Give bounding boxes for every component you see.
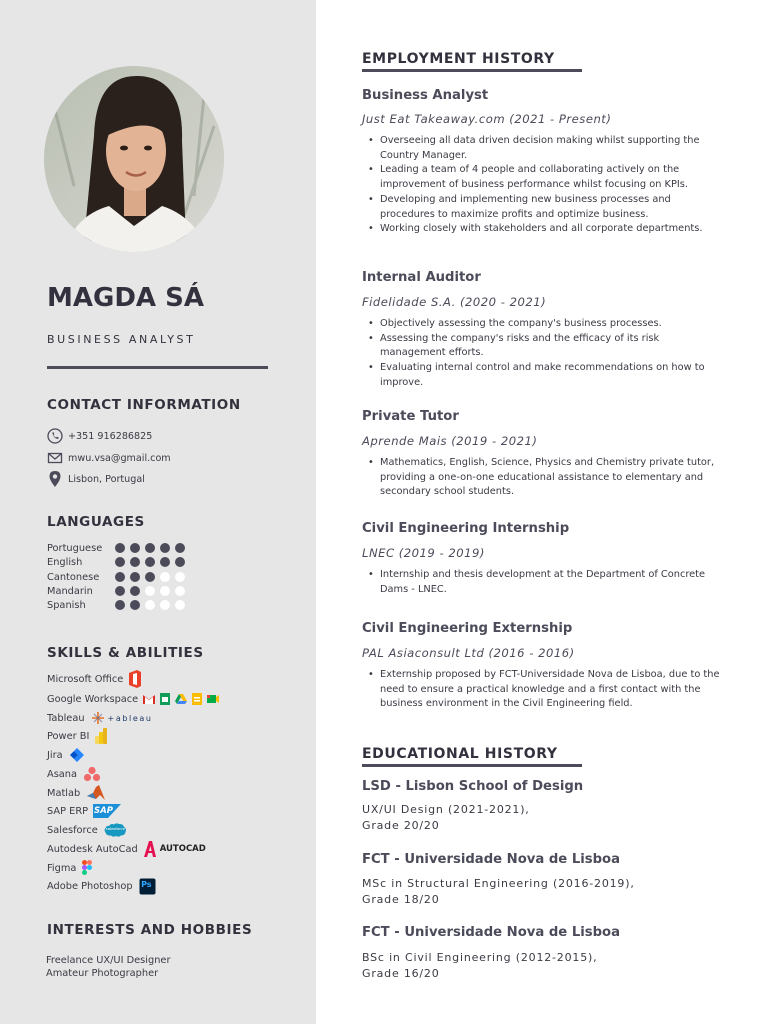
proficiency-dot	[145, 600, 155, 610]
phone-text: +351 916286825	[68, 430, 153, 442]
hobby-item: Freelance UX/UI Designer	[46, 955, 171, 966]
proficiency-dots	[115, 543, 185, 553]
proficiency-dot	[115, 572, 125, 582]
education-detail	[362, 876, 635, 908]
bullet-item: • Mathematics, English, Science, Physics and Chemistry private tutor, providing a one-on-one educational assistance to elementary and secondary school students.	[366, 456, 722, 500]
proficiency-dot	[130, 586, 140, 596]
school-name: FCT - Universidade Nova de Lisboa	[362, 925, 621, 940]
powerbi-icon	[94, 727, 108, 745]
proficiency-dot	[130, 543, 140, 553]
job-org: LNEC (2019 - 2019)	[362, 546, 485, 560]
school-name: FCT - Universidade Nova de Lisboa	[362, 852, 621, 867]
skill-item	[47, 877, 156, 895]
grade-line: Grade 20/20	[362, 819, 440, 832]
bullet-item: • Leading a team of 4 people and collaborating actively on the improvement of business performance whilst focusing on KPIs.	[366, 163, 722, 192]
autocad-icon	[143, 840, 157, 858]
proficiency-dot	[130, 557, 140, 567]
skill-name: Jira	[47, 749, 63, 761]
person-name: MAGDA SÁ	[47, 283, 204, 313]
bullet-item: • Developing and implementing new business processes and procedures to maximize profits and optimize business.	[366, 193, 722, 222]
job-title: Civil Engineering Externship	[362, 621, 573, 636]
google-workspace-icons	[142, 692, 220, 706]
proficiency-dot	[145, 557, 155, 567]
gmail-icon	[142, 693, 156, 705]
education-underline	[362, 764, 582, 767]
proficiency-dot	[130, 600, 140, 610]
skills-heading: SKILLS & ABILITIES	[47, 645, 204, 661]
bullet-item: • Overseeing all data driven decision making whilst supporting the Country Manager.	[366, 134, 722, 163]
skill-name: Google Workspace	[47, 693, 139, 705]
skill-item	[47, 821, 127, 839]
bullet-item: • Internship and thesis development at the Department of Concrete Dams - LNEC.	[366, 568, 722, 597]
language-row	[47, 584, 217, 598]
languages-heading: LANGUAGES	[47, 514, 145, 530]
skill-name: Figma	[47, 862, 77, 874]
skill-name: Microsoft Office	[47, 673, 124, 685]
divider	[47, 366, 268, 369]
school-name: LSD - Lisbon School of Design	[362, 779, 584, 794]
proficiency-dot	[145, 572, 155, 582]
proficiency-dots	[115, 586, 185, 596]
mail-icon	[47, 450, 63, 466]
bullet-item: • Objectively assessing the company's business processes.	[366, 317, 722, 332]
employment-heading: EMPLOYMENT HISTORY	[362, 51, 555, 67]
skill-name: Matlab	[47, 787, 81, 799]
proficiency-dot	[115, 557, 125, 567]
job-title: Private Tutor	[362, 409, 459, 424]
contact-heading: CONTACT INFORMATION	[47, 397, 241, 413]
tableau-wordmark: +ableau	[107, 713, 153, 723]
skill-name: Asana	[47, 768, 78, 780]
proficiency-dot	[145, 543, 155, 553]
skill-item	[47, 859, 93, 877]
skill-name: Adobe Photoshop	[47, 880, 133, 892]
proficiency-dot	[160, 557, 170, 567]
location-text: Lisbon, Portugal	[68, 473, 145, 485]
sap-wordmark: SAP	[94, 806, 113, 816]
proficiency-dot	[175, 586, 185, 596]
language-name: Mandarin	[47, 585, 93, 597]
grade-line: Grade 16/20	[362, 967, 440, 980]
bullet-item: • Evaluating internal control and make recommendations on how to improve.	[366, 361, 722, 390]
email-text: mwu.vsa@gmail.com	[68, 452, 171, 464]
bullet-item: • Externship proposed by FCT-Universidade Nova de Lisboa, due to the need to ensure a practical knowledge and a first contact with the business environment in the Civil Engineering field.	[366, 668, 722, 712]
skill-name: SAP ERP	[47, 805, 89, 817]
salesforce-wordmark: salesforce	[105, 826, 125, 831]
proficiency-dot	[115, 586, 125, 596]
education-heading: EDUCATIONAL HISTORY	[362, 746, 558, 762]
job-bullets	[366, 317, 722, 391]
skill-name: Power BI	[47, 730, 90, 742]
degree-line: MSc in Structural Engineering (2016-2019),	[362, 877, 635, 890]
docs-icon	[191, 692, 203, 706]
meet-icon	[206, 693, 220, 705]
language-row	[47, 598, 217, 612]
skill-item	[47, 670, 143, 688]
job-bullets	[366, 668, 722, 712]
figma-icon	[81, 859, 93, 877]
phone-icon	[47, 428, 63, 444]
job-title: Internal Auditor	[362, 270, 481, 285]
proficiency-dot	[145, 586, 155, 596]
skill-item	[47, 709, 153, 727]
proficiency-dots	[115, 600, 185, 610]
job-bullets	[366, 134, 722, 237]
proficiency-dot	[175, 543, 185, 553]
proficiency-dot	[130, 572, 140, 582]
skill-item	[47, 802, 143, 820]
jira-icon	[69, 747, 85, 763]
contact-location	[47, 471, 145, 487]
person-role: BUSINESS ANALYST	[47, 333, 196, 346]
proficiency-dot	[160, 572, 170, 582]
language-name: English	[47, 556, 83, 568]
office-icon	[127, 669, 143, 689]
tableau-icon	[91, 711, 105, 725]
education-detail	[362, 950, 597, 982]
proficiency-dot	[175, 572, 185, 582]
skill-name: Autodesk AutoCad	[47, 843, 138, 855]
education-detail	[362, 802, 530, 834]
proficiency-dot	[160, 600, 170, 610]
language-name: Cantonese	[47, 571, 100, 583]
sheets-icon	[159, 692, 171, 706]
job-org: PAL Asiaconsult Ltd (2016 - 2016)	[362, 646, 575, 660]
skill-name: Tableau	[47, 712, 85, 724]
job-title: Business Analyst	[362, 88, 489, 103]
skill-item	[47, 840, 206, 858]
drive-icon	[174, 693, 188, 705]
proficiency-dot	[160, 586, 170, 596]
job-org: Aprende Mais (2019 - 2021)	[362, 434, 538, 448]
proficiency-dot	[115, 600, 125, 610]
proficiency-dot	[115, 543, 125, 553]
degree-line: BSc in Civil Engineering (2012-2015),	[362, 951, 598, 964]
hobby-item: Amateur Photographer	[46, 968, 159, 979]
degree-line: UX/UI Design (2021-2021),	[362, 803, 530, 816]
bullet-item: • Assessing the company's risks and the efficacy of its risk management efforts.	[366, 332, 722, 361]
contact-email[interactable]	[47, 450, 171, 466]
matlab-icon	[86, 784, 106, 802]
proficiency-dot	[160, 543, 170, 553]
skill-item	[47, 765, 101, 783]
skill-name: Salesforce	[47, 824, 98, 836]
skill-item	[47, 746, 85, 764]
photoshop-wordmark: Ps	[141, 879, 152, 889]
proficiency-dot	[175, 600, 185, 610]
job-org: Fidelidade S.A. (2020 - 2021)	[362, 295, 547, 309]
grade-line: Grade 18/20	[362, 893, 440, 906]
proficiency-dots	[115, 557, 185, 567]
language-name: Spanish	[47, 599, 86, 611]
employment-underline	[362, 69, 582, 72]
contact-phone[interactable]	[47, 428, 152, 444]
job-org: Just Eat Takeaway.com (2021 - Present)	[362, 112, 612, 126]
skill-item	[47, 690, 220, 708]
skill-item	[47, 784, 106, 802]
language-name: Portuguese	[47, 542, 103, 554]
job-bullets	[366, 456, 722, 500]
bullet-item: • Working closely with stakeholders and all corporate departments.	[366, 222, 722, 237]
autocad-wordmark: AUTOCAD	[159, 844, 206, 854]
profile-photo	[44, 66, 224, 252]
language-row	[47, 555, 217, 569]
job-title: Civil Engineering Internship	[362, 521, 570, 536]
proficiency-dot	[175, 557, 185, 567]
skill-item	[47, 727, 108, 745]
proficiency-dots	[115, 572, 185, 582]
asana-icon	[83, 766, 101, 782]
location-pin-icon	[47, 471, 63, 487]
hobbies-heading: INTERESTS AND HOBBIES	[47, 922, 253, 938]
job-bullets	[366, 568, 722, 597]
language-row	[47, 570, 217, 584]
language-row	[47, 541, 217, 555]
